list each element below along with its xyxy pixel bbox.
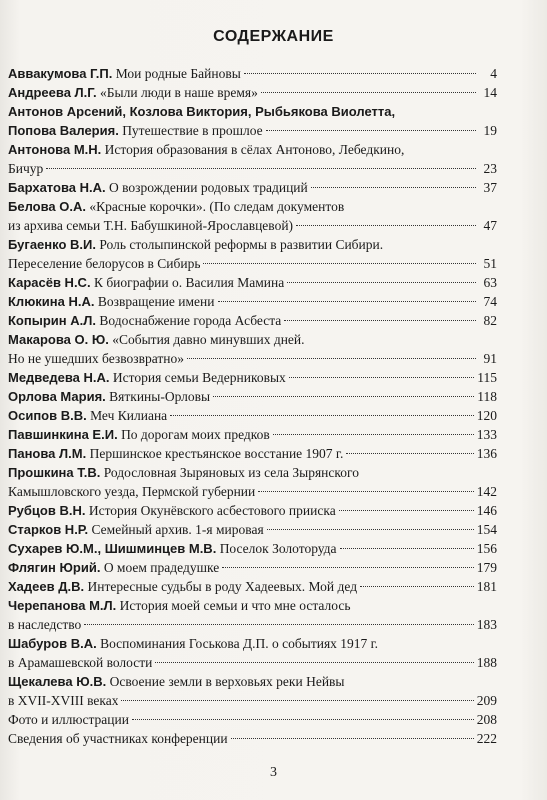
toc-entry-text: Белова О.А. «Красные корочки». (По следам документов <box>8 199 345 214</box>
dot-leader <box>258 491 474 492</box>
dot-leader <box>222 567 474 568</box>
toc-page-number: 222 <box>476 731 497 746</box>
toc-page-number: 154 <box>476 522 497 537</box>
toc-page-number: 63 <box>483 275 497 290</box>
dot-leader <box>339 510 474 511</box>
toc-entry-text: Макарова О. Ю. «События давно минувших дней. <box>8 332 305 347</box>
dot-leader <box>121 700 473 701</box>
page-title: СОДЕРЖАНИЕ <box>213 28 334 45</box>
toc-entry <box>8 539 497 558</box>
toc-entry-text: Клюкина Н.А. Возвращение имени <box>8 294 215 309</box>
toc-entry-line <box>8 121 497 140</box>
toc-entry <box>8 140 497 178</box>
toc-entry <box>8 729 497 748</box>
toc-entry-line <box>8 425 497 444</box>
dot-leader <box>132 719 474 720</box>
toc-entry-text: Копырин А.Л. Водоснабжение города Асбеста <box>8 313 282 328</box>
toc-page-number: 209 <box>476 693 497 708</box>
toc-entry-text: Сведения об участниках конференции <box>8 731 228 746</box>
toc-entry-text: Флягин Юрий. О моем прадедушке <box>8 560 220 575</box>
toc-page-number: 146 <box>476 503 497 518</box>
toc-entry-line <box>8 349 497 368</box>
dot-leader <box>46 168 476 169</box>
toc-entry-line <box>8 178 497 197</box>
toc-entry-text: Щекалева Ю.В. Освоение земли в верховьях реки Нейвы <box>8 674 345 689</box>
toc-entry <box>8 83 497 102</box>
toc-entry-line <box>8 197 497 216</box>
toc-page-number: 183 <box>476 617 497 632</box>
toc-entry-line <box>8 710 497 729</box>
toc-page-number: 74 <box>483 294 497 309</box>
toc-page-number: 51 <box>483 256 497 271</box>
toc-page-number: 136 <box>476 446 497 461</box>
dot-leader <box>266 130 476 131</box>
toc-entry-text: Карасёв Н.С. К биографии о. Василия Мамина <box>8 275 285 290</box>
toc-entry-text: Антонов Арсений, Козлова Виктория, Рыбьякова Виолетта, <box>8 104 396 119</box>
toc-page-number: 142 <box>476 484 497 499</box>
toc-entry-line <box>8 653 497 672</box>
toc-page-number: 19 <box>483 123 497 138</box>
toc-entry-text: Аввакумова Г.П. Мои родные Байновы <box>8 66 241 81</box>
toc-entry-text: Бугаенко В.И. Роль столыпинской реформы в развитии Сибири. <box>8 237 384 252</box>
toc-entry <box>8 64 497 83</box>
toc-entry-text: из архива семьи Т.Н. Бабушкиной-Ярославцевой) <box>8 218 294 233</box>
toc-page-number: 188 <box>476 655 497 670</box>
toc-entry <box>8 425 497 444</box>
toc-entry-text: Переселение белорусов в Сибирь <box>8 256 201 271</box>
toc-page-number: 82 <box>483 313 497 328</box>
toc-entry-text: Сухарев Ю.М., Шишминцев М.В. Поселок Золоторуда <box>8 541 337 556</box>
dot-leader <box>267 529 474 530</box>
toc-entry <box>8 672 497 710</box>
dot-leader <box>360 586 474 587</box>
toc-entry-line <box>8 83 497 102</box>
toc-entry-line <box>8 482 497 501</box>
toc-entry-line <box>8 615 497 634</box>
toc-entry-text: Камышловского уезда, Пермской губернии <box>8 484 256 499</box>
dot-leader <box>187 358 476 359</box>
toc-entry <box>8 710 497 729</box>
dot-leader <box>261 92 476 93</box>
toc-entry-line <box>8 463 497 482</box>
toc-entry-text: Черепанова М.Л. История моей семьи и что мне осталось <box>8 598 351 613</box>
toc-entry-text: Рубцов В.Н. История Окунёвского асбестового прииска <box>8 503 336 518</box>
toc-entry-text: Шабуров В.А. Воспоминания Госькова Д.П. о событиях 1917 г. <box>8 636 379 651</box>
toc-entry-line <box>8 520 497 539</box>
toc-entry-text: Прошкина Т.В. Родословная Зыряновых из села Зырянского <box>8 465 359 480</box>
toc-entry-line <box>8 292 497 311</box>
toc-page-number: 133 <box>476 427 497 442</box>
dot-leader <box>203 263 476 264</box>
toc-entry-text: Бархатова Н.А. О возрождении родовых традиций <box>8 180 308 195</box>
toc-entry-line <box>8 406 497 425</box>
toc-entry-text: Старков Н.Р. Семейный архив. 1-я мировая <box>8 522 264 537</box>
toc-entry <box>8 330 497 368</box>
toc-entry <box>8 368 497 387</box>
dot-leader <box>155 662 473 663</box>
toc-entry-line <box>8 140 497 159</box>
toc-entry-line <box>8 254 497 273</box>
toc-page-number: 179 <box>476 560 497 575</box>
toc-entry-line <box>8 539 497 558</box>
toc-entry <box>8 577 497 596</box>
toc-entry-text: Орлова Мария. Вяткины-Орловы <box>8 389 211 404</box>
toc-entry-text: Павшинкина Е.И. По дорогам моих предков <box>8 427 270 442</box>
toc-entry <box>8 501 497 520</box>
toc-entry-text: Но не ушедших безвозвратно» <box>8 351 184 366</box>
toc-entry-line <box>8 729 497 748</box>
toc-page-number: 14 <box>483 85 497 100</box>
toc-entry-line <box>8 64 497 83</box>
dot-leader <box>231 738 474 739</box>
dot-leader <box>340 548 474 549</box>
page-number: 3 <box>270 765 277 780</box>
toc-entry-line <box>8 558 497 577</box>
toc-page-number: 120 <box>476 408 497 423</box>
dot-leader <box>273 434 474 435</box>
table-of-contents <box>8 64 497 748</box>
toc-entry-line <box>8 311 497 330</box>
toc-page-number: 156 <box>476 541 497 556</box>
toc-entry-text: Осипов В.В. Меч Килиана <box>8 408 168 423</box>
toc-entry-text: Медведева Н.А. История семьи Ведерниковых <box>8 370 286 385</box>
toc-entry-line <box>8 273 497 292</box>
toc-entry-line <box>8 330 497 349</box>
toc-entry-text: Панова Л.М. Першинское крестьянское восстание 1907 г. <box>8 446 344 461</box>
dot-leader <box>346 453 473 454</box>
toc-entry-line <box>8 444 497 463</box>
toc-entry-text: Фото и иллюстрации <box>8 712 129 727</box>
dot-leader <box>244 73 476 74</box>
toc-entry-text: в XVII-XVIII веках <box>8 693 119 708</box>
toc-page-number: 37 <box>483 180 497 195</box>
toc-page-number: 118 <box>477 389 497 404</box>
toc-entry <box>8 444 497 463</box>
toc-page-number: 91 <box>483 351 497 366</box>
toc-entry-line <box>8 102 497 121</box>
toc-page-number: 181 <box>476 579 497 594</box>
toc-entry <box>8 406 497 425</box>
toc-entry <box>8 596 497 634</box>
toc-entry-line <box>8 596 497 615</box>
dot-leader <box>170 415 474 416</box>
toc-entry <box>8 292 497 311</box>
toc-entry-line <box>8 634 497 653</box>
toc-entry-line <box>8 368 497 387</box>
toc-entry-text: Антонова М.Н. История образования в сёлах Антоново, Лебедкино, <box>8 142 405 157</box>
toc-entry-text: Попова Валерия. Путешествие в прошлое <box>8 123 263 138</box>
toc-entry-line <box>8 577 497 596</box>
dot-leader <box>84 624 473 625</box>
dot-leader <box>287 282 476 283</box>
toc-entry-line <box>8 216 497 235</box>
toc-page-number: 4 <box>490 66 497 81</box>
toc-entry <box>8 178 497 197</box>
toc-entry-text: Андреева Л.Г. «Были люди в наше время» <box>8 85 258 100</box>
toc-entry <box>8 463 497 501</box>
toc-page-number: 23 <box>483 161 497 176</box>
toc-entry <box>8 311 497 330</box>
dot-leader <box>218 301 477 302</box>
dot-leader <box>213 396 474 397</box>
toc-entry-text: в Арамашевской волости <box>8 655 153 670</box>
toc-entry-line <box>8 235 497 254</box>
toc-entry <box>8 102 497 140</box>
toc-entry-line <box>8 159 497 178</box>
toc-entry-line <box>8 387 497 406</box>
dot-leader <box>284 320 476 321</box>
toc-entry-text: Бичур <box>8 161 44 176</box>
toc-entry <box>8 558 497 577</box>
toc-entry <box>8 197 497 235</box>
toc-entry-text: в наследство <box>8 617 82 632</box>
toc-page-number: 47 <box>483 218 497 233</box>
toc-entry-line <box>8 501 497 520</box>
dot-leader <box>311 187 476 188</box>
dot-leader <box>296 225 476 226</box>
toc-entry <box>8 520 497 539</box>
toc-page-number: 208 <box>476 712 497 727</box>
toc-entry-line <box>8 672 497 691</box>
toc-entry <box>8 235 497 273</box>
dot-leader <box>289 377 474 378</box>
toc-page-number: 115 <box>477 370 497 385</box>
toc-entry <box>8 634 497 672</box>
toc-entry-line <box>8 691 497 710</box>
toc-entry <box>8 387 497 406</box>
toc-entry <box>8 273 497 292</box>
toc-entry-text: Хадеев Д.В. Интересные судьбы в роду Хадеевых. Мой дед <box>8 579 358 594</box>
